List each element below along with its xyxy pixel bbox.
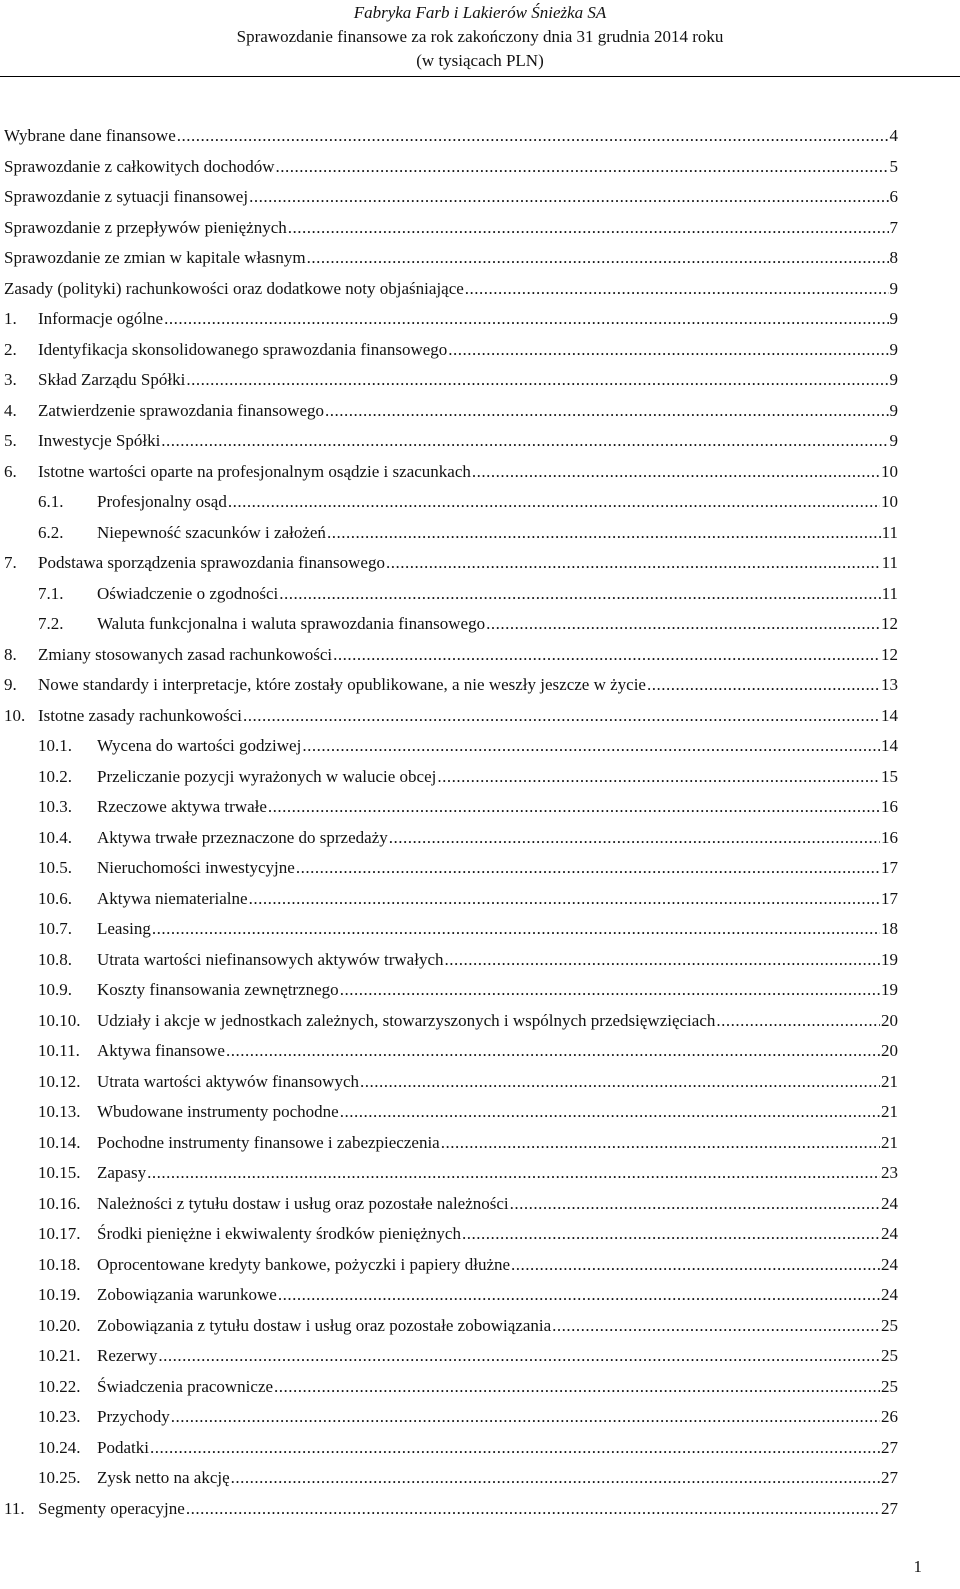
toc-entry-page: 9 bbox=[889, 431, 898, 450]
toc-leader-dots bbox=[448, 340, 888, 360]
toc-entry-title: Podstawa sporządzenia sprawozdania finansowego bbox=[38, 553, 385, 572]
toc-entry-title: Nieruchomości inwestycyjne bbox=[97, 858, 295, 877]
toc-leader-dots bbox=[511, 1255, 880, 1275]
toc-leader-dots bbox=[302, 736, 880, 756]
toc-leader-dots bbox=[186, 370, 888, 390]
toc-entry[interactable] bbox=[4, 889, 898, 920]
toc-entry[interactable] bbox=[4, 1316, 898, 1347]
toc-entry[interactable] bbox=[4, 797, 898, 828]
toc-entry-page: 12 bbox=[881, 644, 898, 664]
toc-entry[interactable] bbox=[4, 1011, 898, 1042]
toc-entry-number: 7.2. bbox=[38, 614, 64, 633]
table-of-contents bbox=[4, 126, 898, 1529]
company-name: Fabryka Farb i Lakierów Śnieżka SA bbox=[353, 3, 607, 22]
toc-leader-dots bbox=[177, 126, 889, 146]
toc-leader-dots bbox=[228, 492, 880, 512]
toc-entry-page: 11 bbox=[881, 583, 898, 603]
toc-entry-title: Inwestycje Spółki bbox=[38, 431, 161, 450]
toc-entry-number: 10.20. bbox=[38, 1315, 81, 1335]
toc-entry[interactable] bbox=[4, 1346, 898, 1377]
toc-leader-dots bbox=[325, 401, 888, 421]
toc-entry-title: Istotne zasady rachunkowości bbox=[38, 705, 242, 725]
toc-leader-dots bbox=[274, 1377, 880, 1397]
toc-entry-page: 21 bbox=[881, 1102, 898, 1121]
toc-entry-page: 8 bbox=[889, 248, 898, 267]
toc-entry-page: 17 bbox=[881, 888, 898, 908]
toc-entry-title: Aktywa trwałe przeznaczone do sprzedaży bbox=[97, 827, 388, 847]
toc-leader-dots bbox=[278, 1285, 880, 1305]
toc-entry[interactable] bbox=[4, 1468, 898, 1499]
toc-leader-dots bbox=[389, 828, 880, 848]
toc-entry-page: 26 bbox=[881, 1407, 898, 1426]
toc-entry[interactable] bbox=[4, 1133, 898, 1164]
report-title: Sprawozdanie finansowe za rok zakończony dnia 31 grudnia 2014 roku bbox=[236, 27, 724, 46]
toc-entry-number: 6. bbox=[4, 461, 17, 481]
toc-entry-page: 25 bbox=[881, 1376, 898, 1396]
toc-leader-dots bbox=[716, 1011, 880, 1031]
toc-entry-page: 9 bbox=[889, 278, 898, 298]
toc-leader-dots bbox=[231, 1468, 880, 1488]
toc-entry-number: 10. bbox=[4, 705, 26, 725]
toc-entry[interactable] bbox=[4, 1499, 898, 1530]
toc-entry-number: 10.9. bbox=[38, 980, 72, 999]
toc-entry-title: Należności z tytułu dostaw i usług oraz pozostałe należności bbox=[97, 1193, 509, 1213]
toc-entry-page: 15 bbox=[881, 766, 898, 786]
toc-leader-dots bbox=[327, 523, 881, 543]
toc-leader-dots bbox=[152, 919, 880, 939]
toc-entry-number: 10.17. bbox=[38, 1224, 81, 1243]
toc-entry-page: 9 bbox=[889, 400, 898, 420]
toc-entry-number: 10.16. bbox=[38, 1193, 81, 1213]
toc-entry-page: 17 bbox=[881, 858, 898, 877]
toc-entry[interactable] bbox=[4, 706, 898, 737]
toc-entry-number: 10.2. bbox=[38, 766, 72, 786]
toc-entry-page: 25 bbox=[881, 1315, 898, 1335]
toc-entry[interactable] bbox=[4, 340, 898, 371]
toc-entry-page: 11 bbox=[881, 553, 898, 572]
toc-leader-dots bbox=[226, 1041, 880, 1061]
toc-entry-number: 10.22. bbox=[38, 1376, 81, 1396]
toc-entry[interactable] bbox=[4, 309, 898, 340]
toc-entry-page: 10 bbox=[881, 461, 898, 481]
toc-entry-title: Sprawozdanie ze zmian w kapitale własnym bbox=[4, 248, 306, 267]
toc-entry-page: 7 bbox=[889, 217, 898, 237]
toc-entry-page: 16 bbox=[881, 827, 898, 847]
toc-entry-title: Przychody bbox=[97, 1407, 170, 1426]
toc-entry-number: 10.5. bbox=[38, 858, 72, 877]
toc-entry-title: Utrata wartości niefinansowych aktywów trwałych bbox=[97, 949, 444, 969]
toc-entry-page: 27 bbox=[881, 1437, 898, 1457]
toc-leader-dots bbox=[161, 431, 888, 451]
currency-unit: (w tysiącach PLN) bbox=[416, 51, 544, 70]
toc-entry-title: Rzeczowe aktywa trwałe bbox=[97, 797, 267, 816]
toc-entry-title: Zobowiązania warunkowe bbox=[97, 1285, 277, 1304]
toc-entry-number: 1. bbox=[4, 309, 17, 328]
toc-entry-number: 10.25. bbox=[38, 1468, 81, 1487]
toc-entry[interactable] bbox=[4, 584, 898, 615]
toc-entry-page: 19 bbox=[881, 980, 898, 999]
toc-entry-title: Wycena do wartości godziwej bbox=[97, 736, 302, 755]
toc-leader-dots bbox=[472, 462, 880, 482]
toc-entry-title: Koszty finansowania zewnętrznego bbox=[97, 980, 339, 999]
toc-entry[interactable] bbox=[4, 279, 898, 310]
toc-entry-number: 11. bbox=[4, 1498, 25, 1518]
toc-entry-title: Skład Zarządu Spółki bbox=[38, 370, 186, 389]
toc-entry-title: Nowe standardy i interpretacje, które zostały opublikowane, a nie weszły jeszcze w życie bbox=[38, 675, 646, 694]
toc-entry[interactable] bbox=[4, 919, 898, 950]
toc-entry-number: 10.15. bbox=[38, 1163, 81, 1182]
toc-entry-number: 6.2. bbox=[38, 522, 64, 542]
toc-leader-dots bbox=[340, 980, 880, 1000]
toc-entry-page: 27 bbox=[881, 1498, 898, 1518]
toc-entry-number: 10.12. bbox=[38, 1071, 81, 1091]
toc-entry-title: Zobowiązania z tytułu dostaw i usług oraz pozostałe zobowiązania bbox=[97, 1315, 552, 1335]
toc-entry-number: 10.6. bbox=[38, 888, 72, 908]
toc-entry-title: Świadczenia pracownicze bbox=[97, 1376, 274, 1396]
toc-entry[interactable] bbox=[4, 1438, 898, 1469]
toc-entry-number: 3. bbox=[4, 370, 17, 389]
toc-entry-page: 14 bbox=[881, 736, 898, 755]
toc-leader-dots bbox=[288, 218, 889, 238]
toc-entry[interactable] bbox=[4, 1255, 898, 1286]
toc-entry-page: 21 bbox=[881, 1071, 898, 1091]
toc-entry-title: Zasady (polityki) rachunkowości oraz dodatkowe noty objaśniające bbox=[4, 278, 464, 298]
toc-leader-dots bbox=[441, 1133, 880, 1153]
toc-entry-page: 11 bbox=[881, 522, 898, 542]
toc-leader-dots bbox=[296, 858, 880, 878]
toc-entry-number: 10.21. bbox=[38, 1346, 81, 1365]
toc-leader-dots bbox=[360, 1072, 880, 1092]
toc-entry-title: Sprawozdanie z całkowitych dochodów bbox=[4, 156, 275, 176]
toc-entry-title: Oświadczenie o zgodności bbox=[97, 583, 279, 603]
toc-entry-number: 6.1. bbox=[38, 492, 64, 511]
toc-entry-page: 19 bbox=[881, 949, 898, 969]
toc-entry-page: 25 bbox=[881, 1346, 898, 1365]
toc-entry[interactable] bbox=[4, 1194, 898, 1225]
toc-entry-page: 18 bbox=[881, 919, 898, 938]
toc-leader-dots bbox=[276, 157, 889, 177]
toc-leader-dots bbox=[465, 279, 889, 299]
toc-entry-number: 10.4. bbox=[38, 827, 72, 847]
toc-leader-dots bbox=[510, 1194, 880, 1214]
toc-entry-page: 10 bbox=[881, 492, 898, 511]
toc-entry-number: 10.8. bbox=[38, 949, 72, 969]
toc-entry-title: Udziały i akcje w jednostkach zależnych, stowarzyszonych i wspólnych przedsięwzięciach bbox=[97, 1010, 716, 1030]
toc-leader-dots bbox=[486, 614, 880, 634]
toc-entry[interactable] bbox=[4, 858, 898, 889]
toc-leader-dots bbox=[150, 1438, 880, 1458]
toc-entry-title: Wbudowane instrumenty pochodne bbox=[97, 1102, 339, 1121]
toc-entry-page: 20 bbox=[881, 1041, 898, 1060]
toc-leader-dots bbox=[386, 553, 881, 573]
toc-entry[interactable] bbox=[4, 950, 898, 981]
toc-entry-page: 27 bbox=[881, 1468, 898, 1487]
toc-entry-title: Zysk netto na akcję bbox=[97, 1468, 230, 1487]
toc-entry[interactable] bbox=[4, 1041, 898, 1072]
toc-entry-title: Sprawozdanie z sytuacji finansowej bbox=[4, 187, 249, 206]
toc-entry[interactable] bbox=[4, 553, 898, 584]
toc-entry-number: 10.13. bbox=[38, 1102, 81, 1121]
toc-entry[interactable] bbox=[4, 370, 898, 401]
toc-entry[interactable] bbox=[4, 736, 898, 767]
toc-entry[interactable] bbox=[4, 187, 898, 218]
toc-entry-page: 24 bbox=[881, 1193, 898, 1213]
toc-entry[interactable] bbox=[4, 248, 898, 279]
toc-entry[interactable] bbox=[4, 1285, 898, 1316]
toc-leader-dots bbox=[647, 675, 880, 695]
toc-leader-dots bbox=[164, 309, 888, 329]
toc-entry[interactable] bbox=[4, 523, 898, 554]
toc-entry[interactable] bbox=[4, 157, 898, 188]
toc-entry[interactable] bbox=[4, 1072, 898, 1103]
page-number: 1 bbox=[913, 1557, 922, 1576]
toc-entry[interactable] bbox=[4, 1163, 898, 1194]
toc-leader-dots bbox=[279, 584, 880, 604]
toc-entry-title: Identyfikacja skonsolidowanego sprawozdania finansowego bbox=[38, 339, 448, 359]
toc-entry-number: 10.7. bbox=[38, 919, 72, 938]
toc-leader-dots bbox=[243, 706, 880, 726]
toc-entry-page: 4 bbox=[889, 126, 898, 145]
toc-entry-title: Aktywa niematerialne bbox=[97, 888, 248, 908]
toc-entry-title: Przeliczanie pozycji wyrażonych w walucie obcej bbox=[97, 766, 437, 786]
toc-leader-dots bbox=[552, 1316, 880, 1336]
toc-leader-dots bbox=[186, 1499, 880, 1519]
toc-entry-page: 21 bbox=[881, 1132, 898, 1152]
toc-entry-number: 10.3. bbox=[38, 797, 72, 816]
toc-entry-number: 10.10. bbox=[38, 1010, 81, 1030]
toc-entry[interactable] bbox=[4, 980, 898, 1011]
toc-leader-dots bbox=[147, 1163, 880, 1183]
toc-entry-number: 4. bbox=[4, 400, 17, 420]
toc-entry-number: 10.19. bbox=[38, 1285, 81, 1304]
toc-leader-dots bbox=[333, 645, 880, 665]
toc-entry-page: 16 bbox=[881, 797, 898, 816]
toc-entry-page: 6 bbox=[889, 187, 898, 206]
toc-entry-title: Podatki bbox=[97, 1437, 149, 1457]
toc-leader-dots bbox=[340, 1102, 880, 1122]
toc-leader-dots bbox=[158, 1346, 880, 1366]
toc-entry-title: Rezerwy bbox=[97, 1346, 158, 1365]
toc-entry[interactable] bbox=[4, 462, 898, 493]
toc-entry-number: 7. bbox=[4, 553, 17, 572]
toc-entry-title: Wybrane dane finansowe bbox=[4, 126, 176, 145]
toc-entry-page: 9 bbox=[889, 309, 898, 328]
toc-entry[interactable] bbox=[4, 675, 898, 706]
toc-entry-number: 5. bbox=[4, 431, 17, 450]
toc-entry-number: 10.24. bbox=[38, 1437, 81, 1457]
toc-entry[interactable] bbox=[4, 492, 898, 523]
toc-entry[interactable] bbox=[4, 431, 898, 462]
toc-entry[interactable] bbox=[4, 401, 898, 432]
toc-entry-title: Środki pieniężne i ekwiwalenty środków pieniężnych bbox=[97, 1224, 461, 1243]
toc-leader-dots bbox=[462, 1224, 880, 1244]
toc-entry-title: Segmenty operacyjne bbox=[38, 1498, 185, 1518]
toc-entry[interactable] bbox=[4, 1407, 898, 1438]
toc-entry-title: Zapasy bbox=[97, 1163, 147, 1182]
toc-entry-page: 24 bbox=[881, 1224, 898, 1243]
toc-entry-page: 14 bbox=[881, 705, 898, 725]
toc-entry-number: 9. bbox=[4, 675, 17, 694]
toc-entry-number: 10.18. bbox=[38, 1254, 81, 1274]
toc-entry-title: Sprawozdanie z przepływów pieniężnych bbox=[4, 217, 287, 237]
toc-entry-page: 9 bbox=[889, 339, 898, 359]
toc-entry-page: 13 bbox=[881, 675, 898, 694]
toc-entry-title: Oprocentowane kredyty bankowe, pożyczki i papiery dłużne bbox=[97, 1254, 511, 1274]
toc-leader-dots bbox=[437, 767, 880, 787]
toc-entry-number: 8. bbox=[4, 644, 17, 664]
toc-entry-number: 10.1. bbox=[38, 736, 72, 755]
toc-entry-title: Zatwierdzenie sprawozdania finansowego bbox=[38, 400, 325, 420]
toc-entry-title: Istotne wartości oparte na profesjonalnym osądzie i szacunkach bbox=[38, 461, 471, 481]
toc-leader-dots bbox=[307, 248, 889, 268]
toc-entry-page: 24 bbox=[881, 1285, 898, 1304]
toc-leader-dots bbox=[268, 797, 880, 817]
toc-leader-dots bbox=[249, 889, 880, 909]
toc-entry-title: Profesjonalny osąd bbox=[97, 492, 227, 511]
toc-entry-title: Waluta funkcjonalna i waluta sprawozdania finansowego bbox=[97, 614, 486, 633]
toc-leader-dots bbox=[445, 950, 881, 970]
toc-entry-number: 10.14. bbox=[38, 1132, 81, 1152]
toc-entry-number: 10.11. bbox=[38, 1041, 80, 1060]
toc-entry[interactable] bbox=[4, 218, 898, 249]
toc-entry-page: 20 bbox=[881, 1010, 898, 1030]
toc-entry-number: 10.23. bbox=[38, 1407, 81, 1426]
toc-leader-dots bbox=[171, 1407, 880, 1427]
toc-entry[interactable] bbox=[4, 1377, 898, 1408]
toc-entry[interactable] bbox=[4, 645, 898, 676]
toc-entry-title: Niepewność szacunków i założeń bbox=[97, 522, 326, 542]
toc-entry-page: 5 bbox=[889, 156, 898, 176]
toc-entry-number: 7.1. bbox=[38, 583, 64, 603]
toc-entry-title: Zmiany stosowanych zasad rachunkowości bbox=[38, 644, 333, 664]
toc-entry-page: 23 bbox=[881, 1163, 898, 1182]
toc-entry-title: Informacje ogólne bbox=[38, 309, 164, 328]
toc-leader-dots bbox=[249, 187, 888, 207]
toc-entry-title: Utrata wartości aktywów finansowych bbox=[97, 1071, 360, 1091]
toc-entry-page: 12 bbox=[881, 614, 898, 633]
toc-entry-number: 2. bbox=[4, 339, 17, 359]
toc-entry-title: Leasing bbox=[97, 919, 151, 938]
toc-entry[interactable] bbox=[4, 767, 898, 798]
toc-entry-page: 9 bbox=[889, 370, 898, 389]
page-header bbox=[0, 0, 960, 77]
toc-entry-title: Pochodne instrumenty finansowe i zabezpieczenia bbox=[97, 1132, 440, 1152]
toc-entry-title: Aktywa finansowe bbox=[97, 1041, 225, 1060]
toc-entry[interactable] bbox=[4, 828, 898, 859]
toc-entry[interactable] bbox=[4, 1224, 898, 1255]
toc-entry[interactable] bbox=[4, 614, 898, 645]
toc-entry[interactable] bbox=[4, 1102, 898, 1133]
toc-entry-page: 24 bbox=[881, 1254, 898, 1274]
toc-entry[interactable] bbox=[4, 126, 898, 157]
